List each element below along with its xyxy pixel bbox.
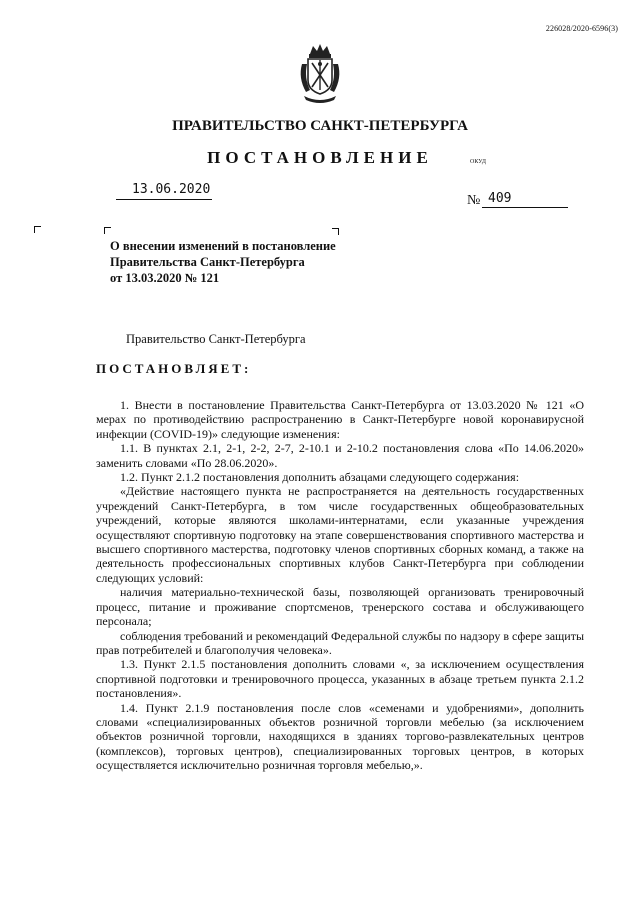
document-registration-number: 226028/2020-6596(3): [545, 24, 618, 33]
subject-block: [110, 238, 350, 286]
subject-line-1: О внесении изменений в постановление: [110, 239, 336, 253]
document-type: ПОСТАНОВЛЕНИЕ: [207, 148, 433, 167]
issuer-text: Правительство Санкт-Петербурга: [126, 332, 306, 346]
number-label: №: [467, 193, 481, 208]
coat-of-arms-icon: [296, 42, 344, 106]
paragraph-1-3: 1.3. Пункт 2.1.5 постановления дополнить словами «, за исключением осуществления спортивной подготовки и тренировочного процесса, указанных в абзаце третьем пункта 2.1.2 постановления».: [96, 657, 584, 701]
paragraph-quote-3: соблюдения требований и рекомендаций Федеральной службы по надзору в сфере защиты прав потребителей и благополучия человека».: [96, 628, 584, 657]
document-date: 13.06.2020: [132, 182, 211, 197]
document-body: [96, 398, 584, 773]
document-number: 409: [488, 191, 512, 206]
paragraph-1-1: 1.1. В пунктах 2.1, 2-1, 2-2, 2-7, 2-10.1 и 2-10.2 постановления слова «По 14.06.2020» заменить словами «По 28.06.2020».: [96, 441, 584, 470]
organization-title: ПРАВИТЕЛЬСТВО САНКТ-ПЕТЕРБУРГА: [172, 118, 468, 134]
paragraph-1: 1. Внести в постановление Правительства Санкт-Петербурга от 13.03.2020 № 121 «О мерах по противодействию распространению в Санкт-Петербурге новой коронавирусной инфекции (COVID-19)» следующие изменения:: [96, 398, 584, 441]
paragraph-quote-1: «Действие настоящего пункта не распространяется на деятельность государственных учреждений Санкт-Петербурга, в том числе государственных общеобразовательных учреждений, которые являются школами-интернатами, если указанные учреждения осуществляют спортивную подготовку на этапе совершенствования спортивного мастерства и высшего спортивного мастерства, подготовку членов спортивных сборных команд, а также на деятельность профессиональных спортивных клубов Санкт-Петербурга при соблюдении следующих условий:: [96, 484, 584, 585]
paragraph-1-4: 1.4. Пункт 2.1.9 постановления после слов «семенами и удобрениями», дополнить словами «специализированных объектов розничной торговли мебелью (за исключением объектов розничной торговли, находящихся в зданиях торгово-развлекательных центров (комплексов), торговых центров), специализированных торговых центров, в которых осуществляется исключительно розничная торговля мебелью,».: [96, 700, 584, 773]
paragraph-quote-2: наличия материально-технической базы, позволяющей организовать тренировочный процесс, питание и проживание спортсменов, тренерского состава и обслуживающего персонала;: [96, 585, 584, 629]
okud-label: ОКУД: [470, 159, 486, 165]
date-underline: [116, 199, 212, 200]
number-underline: [482, 207, 568, 208]
subject-line-2: Правительства Санкт-Петербурга: [110, 255, 305, 269]
paragraph-1-2: 1.2. Пункт 2.1.2 постановления дополнить абзацами следующего содержания:: [120, 470, 520, 485]
corner-bracket-subject-end-icon: [332, 228, 339, 235]
corner-bracket-left-icon: [34, 226, 41, 233]
corner-bracket-subject-start-icon: [104, 227, 111, 234]
decree-heading: ПОСТАНОВЛЯЕТ:: [96, 361, 252, 376]
subject-line-3: от 13.03.2020 № 121: [110, 271, 220, 285]
